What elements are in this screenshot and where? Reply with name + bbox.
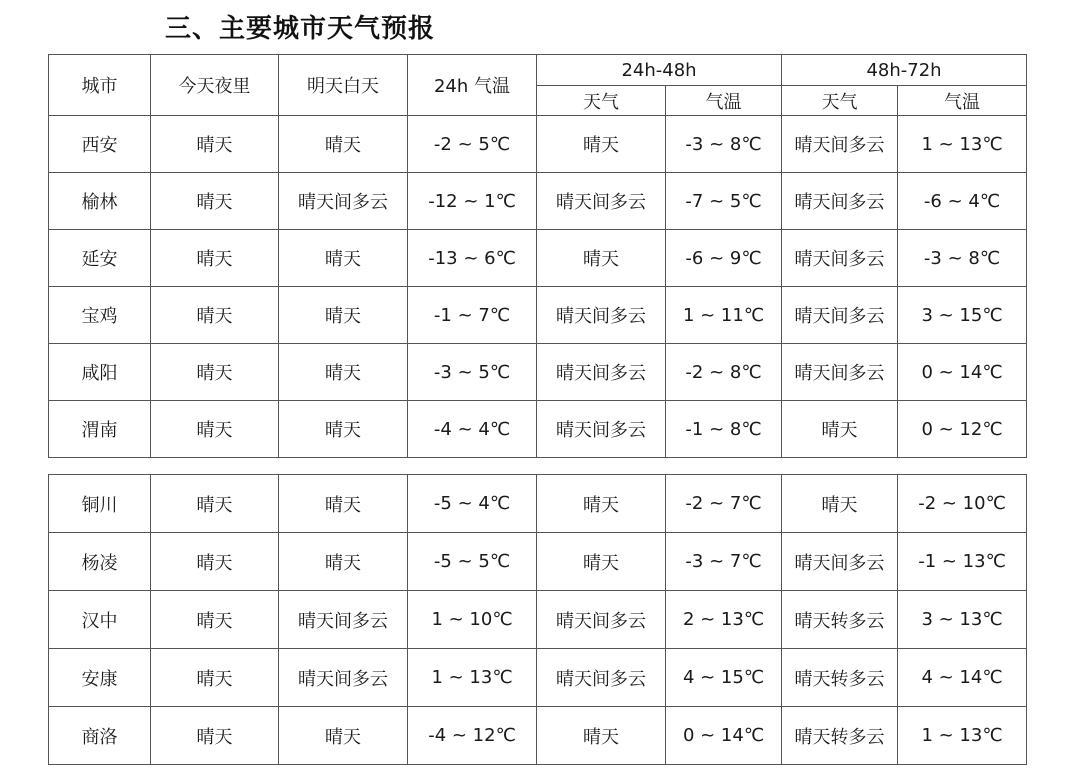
header-tomorrow-day: 明天白天 — [279, 55, 408, 116]
cell-tomorrow-day-weather: 晴天 — [279, 116, 408, 173]
cell-tomorrow-day-weather: 晴天 — [279, 287, 408, 344]
cell-city: 西安 — [49, 116, 151, 173]
cell-weather-24-48h: 晴天 — [537, 707, 666, 765]
header-temp-48-72: 气温 — [898, 86, 1027, 116]
cell-temp-48-72h: 4 ~ 14℃ — [898, 649, 1027, 707]
cell-temp-24h: -3 ~ 5℃ — [408, 344, 537, 401]
cell-weather-24-48h: 晴天 — [537, 533, 666, 591]
cell-weather-24-48h: 晴天间多云 — [537, 173, 666, 230]
forecast-table-bottom — [48, 474, 1027, 765]
cell-city: 商洛 — [49, 707, 151, 765]
table-row — [49, 401, 1027, 458]
cell-temp-24-48h: -7 ~ 5℃ — [666, 173, 782, 230]
cell-weather-24-48h: 晴天间多云 — [537, 344, 666, 401]
table-row — [49, 649, 1027, 707]
cell-city: 渭南 — [49, 401, 151, 458]
table-row — [49, 591, 1027, 649]
cell-city: 汉中 — [49, 591, 151, 649]
cell-tomorrow-day-weather: 晴天 — [279, 344, 408, 401]
cell-city: 咸阳 — [49, 344, 151, 401]
cell-temp-24h: -5 ~ 5℃ — [408, 533, 537, 591]
cell-weather-48-72h: 晴天转多云 — [782, 649, 898, 707]
cell-temp-24-48h: -2 ~ 7℃ — [666, 475, 782, 533]
cell-tomorrow-day-weather: 晴天间多云 — [279, 591, 408, 649]
table-row — [49, 173, 1027, 230]
header-weather-24-48: 天气 — [537, 86, 666, 116]
cell-weather-48-72h: 晴天间多云 — [782, 116, 898, 173]
cell-tonight-weather: 晴天 — [151, 173, 279, 230]
table-row — [49, 707, 1027, 765]
cell-weather-48-72h: 晴天间多云 — [782, 173, 898, 230]
cell-weather-48-72h: 晴天 — [782, 475, 898, 533]
cell-tonight-weather: 晴天 — [151, 230, 279, 287]
cell-temp-24h: -2 ~ 5℃ — [408, 116, 537, 173]
cell-temp-24h: 1 ~ 10℃ — [408, 591, 537, 649]
cell-weather-48-72h: 晴天 — [782, 401, 898, 458]
cell-temp-24h: -12 ~ 1℃ — [408, 173, 537, 230]
cell-temp-24-48h: -3 ~ 7℃ — [666, 533, 782, 591]
cell-temp-24h: 1 ~ 13℃ — [408, 649, 537, 707]
cell-temp-24-48h: -2 ~ 8℃ — [666, 344, 782, 401]
cell-tonight-weather: 晴天 — [151, 533, 279, 591]
cell-city: 榆林 — [49, 173, 151, 230]
cell-tonight-weather: 晴天 — [151, 707, 279, 765]
cell-temp-24-48h: 1 ~ 11℃ — [666, 287, 782, 344]
forecast-table-top — [48, 54, 1027, 458]
cell-temp-24h: -13 ~ 6℃ — [408, 230, 537, 287]
cell-weather-24-48h: 晴天间多云 — [537, 591, 666, 649]
cell-city: 铜川 — [49, 475, 151, 533]
cell-temp-24-48h: 0 ~ 14℃ — [666, 707, 782, 765]
cell-temp-24-48h: 4 ~ 15℃ — [666, 649, 782, 707]
cell-temp-24-48h: 2 ~ 13℃ — [666, 591, 782, 649]
cell-temp-24-48h: -6 ~ 9℃ — [666, 230, 782, 287]
cell-city: 安康 — [49, 649, 151, 707]
cell-weather-24-48h: 晴天 — [537, 116, 666, 173]
cell-temp-48-72h: 3 ~ 13℃ — [898, 591, 1027, 649]
cell-weather-48-72h: 晴天间多云 — [782, 287, 898, 344]
cell-tonight-weather: 晴天 — [151, 287, 279, 344]
header-range-24-48: 24h-48h — [537, 55, 782, 86]
cell-city: 杨凌 — [49, 533, 151, 591]
cell-weather-24-48h: 晴天 — [537, 475, 666, 533]
header-range-48-72: 48h-72h — [782, 55, 1027, 86]
cell-weather-48-72h: 晴天间多云 — [782, 230, 898, 287]
cell-temp-24-48h: -3 ~ 8℃ — [666, 116, 782, 173]
cell-city: 宝鸡 — [49, 287, 151, 344]
cell-temp-48-72h: -3 ~ 8℃ — [898, 230, 1027, 287]
cell-weather-48-72h: 晴天间多云 — [782, 344, 898, 401]
cell-tomorrow-day-weather: 晴天间多云 — [279, 173, 408, 230]
cell-temp-24h: -4 ~ 4℃ — [408, 401, 537, 458]
cell-tomorrow-day-weather: 晴天 — [279, 401, 408, 458]
cell-tomorrow-day-weather: 晴天 — [279, 475, 408, 533]
cell-temp-24h: -5 ~ 4℃ — [408, 475, 537, 533]
cell-city: 延安 — [49, 230, 151, 287]
cell-temp-48-72h: -6 ~ 4℃ — [898, 173, 1027, 230]
cell-weather-24-48h: 晴天间多云 — [537, 287, 666, 344]
table-row — [49, 344, 1027, 401]
table-row — [49, 533, 1027, 591]
header-temp-24h: 24h 气温 — [408, 55, 537, 116]
cell-tonight-weather: 晴天 — [151, 401, 279, 458]
cell-temp-48-72h: 1 ~ 13℃ — [898, 707, 1027, 765]
cell-temp-48-72h: -2 ~ 10℃ — [898, 475, 1027, 533]
cell-weather-48-72h: 晴天间多云 — [782, 533, 898, 591]
page-title: 三、主要城市天气预报 — [165, 14, 436, 44]
cell-temp-24h: -1 ~ 7℃ — [408, 287, 537, 344]
cell-temp-48-72h: 0 ~ 12℃ — [898, 401, 1027, 458]
cell-temp-24-48h: -1 ~ 8℃ — [666, 401, 782, 458]
header-city: 城市 — [49, 55, 151, 116]
cell-tomorrow-day-weather: 晴天间多云 — [279, 649, 408, 707]
cell-tonight-weather: 晴天 — [151, 344, 279, 401]
cell-tomorrow-day-weather: 晴天 — [279, 707, 408, 765]
table-row — [49, 287, 1027, 344]
cell-temp-24h: -4 ~ 12℃ — [408, 707, 537, 765]
cell-tonight-weather: 晴天 — [151, 591, 279, 649]
cell-weather-24-48h: 晴天 — [537, 230, 666, 287]
table-row — [49, 475, 1027, 533]
cell-weather-24-48h: 晴天间多云 — [537, 649, 666, 707]
cell-tomorrow-day-weather: 晴天 — [279, 533, 408, 591]
cell-tonight-weather: 晴天 — [151, 649, 279, 707]
header-tonight: 今天夜里 — [151, 55, 279, 116]
header-temp-24-48: 气温 — [666, 86, 782, 116]
cell-temp-48-72h: -1 ~ 13℃ — [898, 533, 1027, 591]
table-row — [49, 116, 1027, 173]
cell-tonight-weather: 晴天 — [151, 475, 279, 533]
cell-temp-48-72h: 3 ~ 15℃ — [898, 287, 1027, 344]
header-weather-48-72: 天气 — [782, 86, 898, 116]
cell-tonight-weather: 晴天 — [151, 116, 279, 173]
cell-weather-48-72h: 晴天转多云 — [782, 707, 898, 765]
cell-temp-48-72h: 0 ~ 14℃ — [898, 344, 1027, 401]
cell-tomorrow-day-weather: 晴天 — [279, 230, 408, 287]
table-row — [49, 230, 1027, 287]
cell-temp-48-72h: 1 ~ 13℃ — [898, 116, 1027, 173]
cell-weather-24-48h: 晴天间多云 — [537, 401, 666, 458]
cell-weather-48-72h: 晴天转多云 — [782, 591, 898, 649]
